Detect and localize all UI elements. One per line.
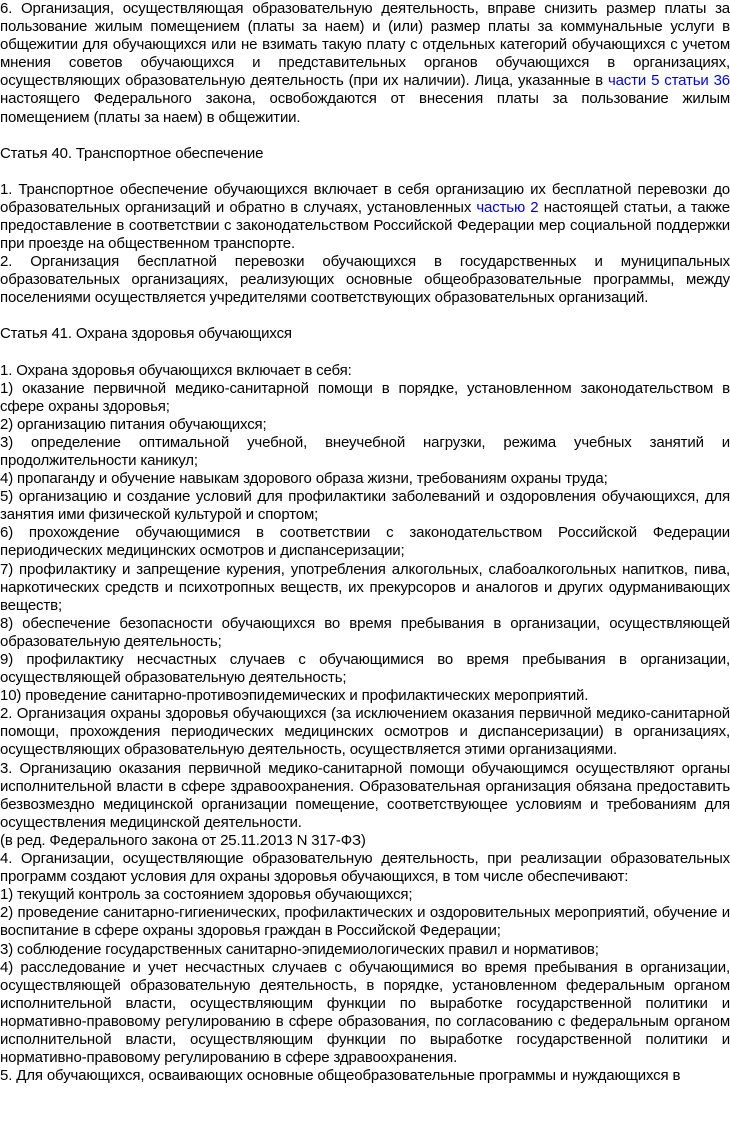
paragraph-text: настоящего Федерального закона, освобождаются от внесения платы за пользование жилым помещением (платы за наем) в общежитии.	[0, 90, 730, 126]
list-item: 7) профилактику и запрещение курения, употребления алкогольных, слабоалкогольных напитков, пива, наркотических средств и психотропных веществ, их прекурсоров и аналогов и других одурманивающих веществ;	[0, 560, 730, 614]
article41-paragraph-5-partial: 5. Для обучающихся, осваивающих основные общеобразовательные программы и нуждающихся в	[0, 1067, 681, 1085]
article41-paragraph-2: 2. Организация охраны здоровья обучающихся (за исключением оказания первичной медико-санитарной помощи, прохождения периодических медицинских осмотров и диспансеризации) в организациях, осуществляющих образовательную деятельность, осуществляется этими организациями.	[0, 705, 730, 759]
list-item: 4) пропаганду и обучение навыкам здорового образа жизни, требованиям охраны труда;	[0, 470, 608, 488]
article41-title: Статья 41. Охрана здоровья обучающихся	[0, 325, 292, 343]
link-part5-article36[interactable]: части 5 статьи 36	[607, 72, 730, 90]
article41-paragraph-3: 3. Организацию оказания первичной медико-санитарной помощи обучающимся осуществляют органы исполнительной власти в сфере здравоохранения. Образовательная организация обязана предоставить безвозмездно медицинской организации помещение, соответствующее условиям и требованиям для осуществления медицинской деятельности.	[0, 759, 730, 831]
paragraph-text: настоящей статьи, а также предоставление в соответствии с законодательством Российской Федерации мер социальной поддержки при проезде на общественном транспорте.	[0, 198, 730, 253]
list-item: 3) соблюдение государственных санитарно-эпидемиологических правил и нормативов;	[0, 940, 599, 958]
list-item: 9) профилактику несчастных случаев с обучающимися во время пребывания в организации, осуществляющей образовательную деятельность;	[0, 651, 730, 687]
list-item: 1) текущий контроль за состоянием здоровья обучающихся;	[0, 886, 413, 904]
paragraph-text: 6. Организация, осуществляющая образовательную деятельность, вправе снизить размер платы за пользование жилым помещением (платы за наем) и (или) размер платы за коммунальные услуги в общежитии для обучающихся или не взимать такую плату с отдельных категорий обучающихся с учетом мнения советов обучающихся и представительных органов обучающихся в организациях, осуществляющих образовательную деятельность (при их наличии). Лица, указанные в	[0, 0, 730, 90]
list-item: 10) проведение санитарно-противоэпидемических и профилактических мероприятий.	[0, 687, 589, 705]
list-item: 2) проведение санитарно-гигиенических, профилактических и оздоровительных мероприятий, обучение и воспитание в сфере охраны здоровья граждан в Российской Федерации;	[0, 904, 730, 940]
paragraph-text: 1. Транспортное обеспечение обучающихся включает в себя организацию их бесплатной перевозки до образовательных организаций и обратно в случаях, установленных	[0, 180, 730, 216]
list-item: 1) оказание первичной медико-санитарной помощи в порядке, установленном законодательством в сфере охраны здоровья;	[0, 379, 730, 415]
list-item: 3) определение оптимальной учебной, внеучебной нагрузки, режима учебных занятий и продолжительности каникул;	[0, 433, 730, 469]
article40-paragraph-1	[0, 181, 730, 253]
list-item: 4) расследование и учет несчастных случаев с обучающимися во время пребывания в организации, осуществляющей образовательную деятельность, в порядке, установленном федеральным органом исполнительной власти, осуществляющим функции по выработке государственной политики и нормативно-правовому регулированию в сфере образования, по согласованию с федеральным органом исполнительной власти, осуществляющим функции по выработке государственной политики и нормативно-правовому регулированию в сфере здравоохранения.	[0, 958, 730, 1067]
list-item: 5) организацию и создание условий для профилактики заболеваний и оздоровления обучающихся, для занятия ими физической культурой и спортом;	[0, 488, 730, 524]
list-item: 6) прохождение обучающимися в соответствии с законодательством Российской Федерации периодических медицинских осмотров и диспансеризации;	[0, 524, 730, 560]
article39-paragraph-6	[0, 0, 730, 127]
article40-paragraph-2: 2. Организация бесплатной перевозки обучающихся в государственных и муниципальных образовательных организациях, реализующих основные общеобразовательные программы, между поселениями осуществляется учредителями соответствующих образовательных организаций.	[0, 253, 730, 307]
amendment-note: (в ред. Федерального закона от 25.11.2013 N 317-ФЗ)	[0, 831, 366, 849]
article41-paragraph-4-intro: 4. Организации, осуществляющие образовательную деятельность, при реализации образовательных программ создают условия для охраны здоровья обучающихся, в том числе обеспечивают:	[0, 850, 730, 886]
list-item: 8) обеспечение безопасности обучающихся во время пребывания в организации, осуществляющей образовательную деятельность;	[0, 614, 730, 650]
article40-title: Статья 40. Транспортное обеспечение	[0, 144, 264, 162]
list-item: 2) организацию питания обучающихся;	[0, 415, 267, 433]
article41-paragraph-1-intro: 1. Охрана здоровья обучающихся включает в себя:	[0, 361, 352, 379]
link-part2[interactable]: частью 2	[476, 198, 539, 216]
